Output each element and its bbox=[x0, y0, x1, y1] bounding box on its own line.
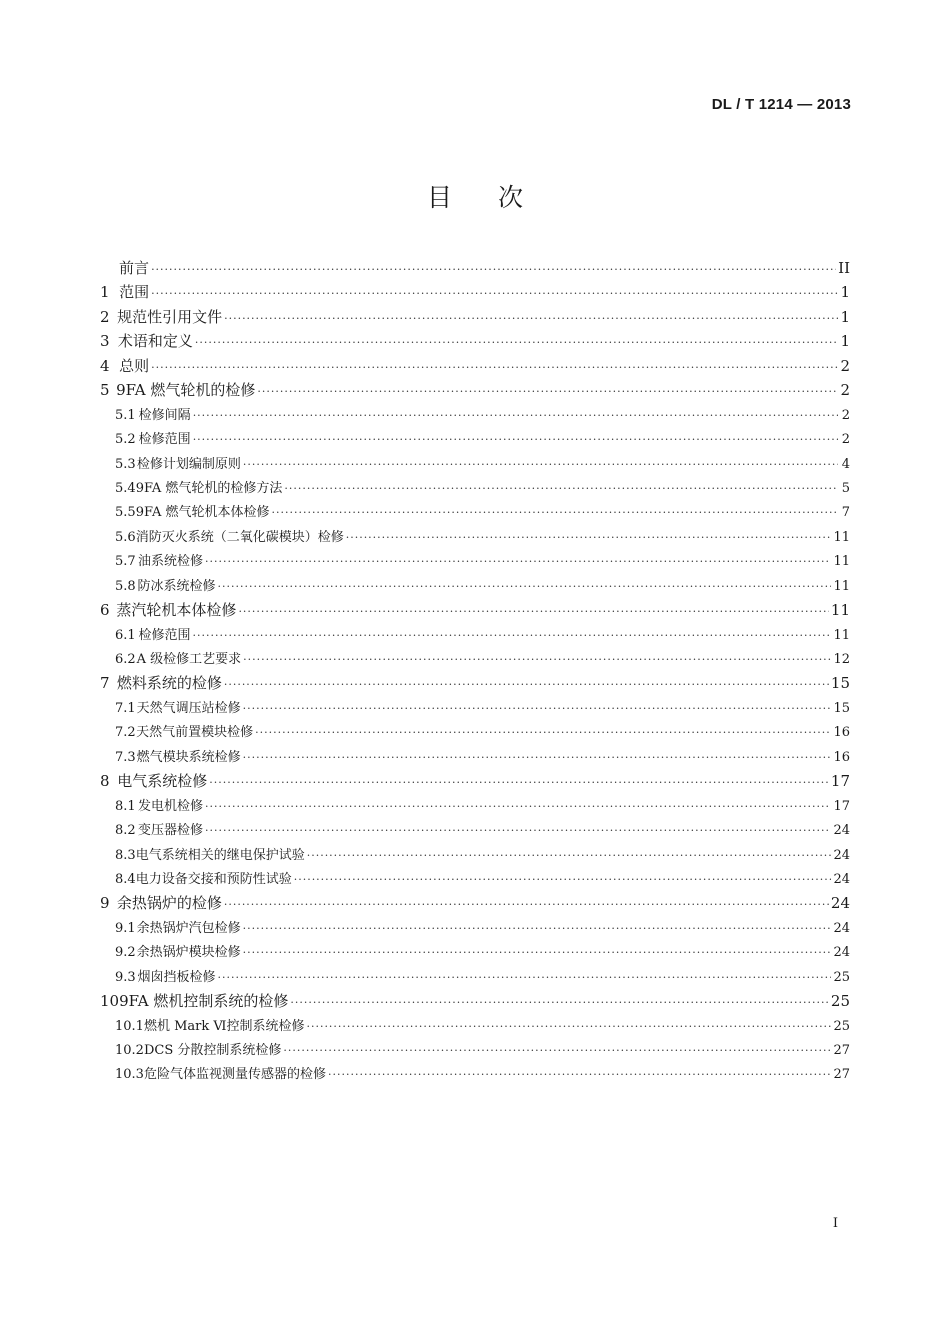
dot-leader bbox=[243, 946, 832, 959]
dot-leader bbox=[290, 996, 829, 1009]
dot-leader bbox=[255, 726, 831, 739]
dot-leader bbox=[192, 629, 831, 642]
dot-leader bbox=[218, 971, 832, 984]
toc-entry[interactable] bbox=[100, 844, 850, 868]
toc-entry-label: 危险气体监视测量传感器的检修 bbox=[143, 1067, 326, 1083]
standard-code: DL / T 1214 — 2013 bbox=[711, 96, 851, 113]
dot-leader bbox=[193, 409, 838, 422]
toc-entry[interactable] bbox=[100, 795, 850, 819]
toc-entry-label: 油系统检修 bbox=[137, 554, 203, 570]
toc-entry-page: 24 bbox=[833, 945, 850, 961]
toc-entry[interactable] bbox=[100, 941, 850, 965]
toc-entry-page: 16 bbox=[833, 749, 850, 765]
dot-leader bbox=[271, 506, 838, 519]
toc-entry-number: 5.7 bbox=[115, 554, 136, 570]
toc-entry-label: 9FA 燃气轮机的检修 bbox=[116, 381, 256, 400]
toc-entry-page: 25 bbox=[833, 1018, 850, 1034]
toc-entry[interactable] bbox=[100, 330, 850, 354]
toc-entry[interactable] bbox=[100, 966, 850, 990]
table-of-contents bbox=[100, 257, 850, 1088]
toc-entry-page: 24 bbox=[833, 920, 850, 936]
toc-entry-label: 余热锅炉的检修 bbox=[116, 894, 222, 913]
toc-entry-number: 6.2 bbox=[115, 652, 136, 667]
toc-entry-page: 11 bbox=[833, 554, 850, 570]
toc-entry-number: 5.6 bbox=[115, 529, 136, 545]
toc-entry-number: 1 bbox=[100, 283, 110, 302]
toc-entry-number: 3 bbox=[100, 332, 110, 351]
dot-leader bbox=[224, 678, 829, 691]
toc-entry[interactable] bbox=[100, 721, 850, 745]
toc-entry-number: 10.2 bbox=[115, 1043, 144, 1058]
toc-entry-page: 16 bbox=[833, 725, 850, 741]
dot-leader bbox=[306, 1020, 831, 1033]
toc-entry-number: 7.2 bbox=[115, 725, 136, 741]
dot-leader bbox=[328, 1068, 831, 1081]
dot-leader bbox=[151, 263, 836, 276]
toc-entry[interactable] bbox=[100, 990, 850, 1014]
toc-entry-number: 8.3 bbox=[115, 847, 136, 863]
toc-entry-page: 17 bbox=[833, 798, 850, 814]
toc-entry-page: 15 bbox=[830, 674, 850, 693]
toc-entry-page: 25 bbox=[833, 969, 850, 985]
toc-entry-label: 防冰系统检修 bbox=[137, 578, 216, 594]
toc-entry-label: 检修间隔 bbox=[138, 407, 191, 423]
toc-entry[interactable] bbox=[100, 306, 850, 330]
toc-entry-page: 4 bbox=[841, 456, 850, 472]
dot-leader bbox=[238, 605, 828, 618]
toc-entry-number: 9.1 bbox=[115, 920, 136, 936]
toc-entry-label: 天然气调压站检修 bbox=[136, 700, 241, 716]
toc-entry-label: 电力设备交接和预防性试验 bbox=[135, 871, 292, 887]
toc-entry-page: 24 bbox=[833, 847, 850, 863]
toc-entry-page: 27 bbox=[833, 1067, 850, 1083]
toc-entry-page: 11 bbox=[833, 627, 850, 643]
toc-entry-label: 燃气模块系统检修 bbox=[136, 749, 241, 765]
toc-entry-number: 5.3 bbox=[115, 456, 136, 472]
toc-entry-number: 7.3 bbox=[115, 749, 136, 765]
toc-entry-number: 5.1 bbox=[115, 407, 136, 423]
toc-entry-page: 1 bbox=[840, 283, 850, 302]
toc-entry-label: 9FA 燃气轮机的检修方法 bbox=[135, 480, 283, 496]
dot-leader bbox=[283, 1044, 831, 1057]
toc-entry[interactable] bbox=[100, 746, 850, 770]
toc-entry-page: II bbox=[838, 259, 850, 277]
toc-entry-page: 12 bbox=[833, 652, 850, 667]
toc-entry-page: 24 bbox=[830, 894, 850, 913]
dot-leader bbox=[151, 361, 838, 374]
toc-entry-page: 7 bbox=[841, 505, 850, 521]
toc-entry[interactable] bbox=[100, 599, 850, 623]
dot-leader bbox=[294, 873, 832, 886]
toc-entry-page: 11 bbox=[830, 601, 850, 620]
toc-entry-number: 9.2 bbox=[115, 945, 136, 961]
toc-entry-page: 25 bbox=[830, 992, 850, 1011]
toc-entry[interactable] bbox=[100, 819, 850, 843]
toc-entry-number: 10 bbox=[100, 992, 120, 1011]
toc-entry-number: 6.1 bbox=[115, 627, 136, 643]
toc-entry[interactable] bbox=[100, 868, 850, 892]
toc-entry-number: 9 bbox=[100, 894, 110, 913]
page-title: 目次 bbox=[426, 183, 569, 212]
toc-entry-page: 11 bbox=[833, 529, 850, 545]
toc-entry[interactable] bbox=[100, 1063, 850, 1087]
toc-entry-label: 发电机检修 bbox=[137, 798, 203, 814]
toc-entry-number: 5.4 bbox=[115, 480, 136, 496]
toc-entry-number: 10.3 bbox=[115, 1067, 144, 1083]
dot-leader bbox=[209, 776, 829, 789]
toc-entry-label: 范围 bbox=[119, 283, 150, 302]
dot-leader bbox=[307, 849, 832, 862]
toc-entry-label: 余热锅炉模块检修 bbox=[136, 945, 241, 961]
toc-entry[interactable] bbox=[100, 1039, 850, 1063]
toc-entry-label: 消防灭火系统（二氧化碳模块）检修 bbox=[135, 529, 344, 545]
toc-entry-number: 4 bbox=[100, 356, 110, 375]
dot-leader bbox=[205, 555, 831, 568]
toc-entry-label: 燃机 Mark Ⅵ控制系统检修 bbox=[143, 1018, 305, 1034]
toc-entry-label: 检修范围 bbox=[138, 627, 191, 643]
toc-entry-number: 6 bbox=[100, 601, 110, 620]
toc-entry-label: 天然气前置模块检修 bbox=[136, 725, 254, 741]
toc-entry[interactable] bbox=[100, 281, 850, 305]
toc-entry-label: 规范性引用文件 bbox=[117, 307, 223, 326]
toc-entry[interactable] bbox=[100, 624, 850, 648]
dot-leader bbox=[195, 336, 838, 349]
toc-entry-number: 8 bbox=[100, 772, 110, 791]
toc-entry-number: 5.8 bbox=[115, 578, 136, 594]
toc-entry-label: 燃料系统的检修 bbox=[116, 674, 222, 693]
toc-entry-label: A 级检修工艺要求 bbox=[136, 652, 242, 667]
toc-entry-page: 17 bbox=[830, 772, 850, 791]
toc-entry-number: 5.5 bbox=[115, 505, 136, 521]
toc-entry[interactable] bbox=[100, 892, 850, 916]
toc-entry-label: 电气系统检修 bbox=[117, 772, 208, 791]
dot-leader bbox=[205, 824, 831, 837]
dot-leader bbox=[224, 898, 829, 911]
toc-entry-label: DCS 分散控制系统检修 bbox=[143, 1043, 282, 1058]
toc-entry[interactable] bbox=[100, 453, 850, 477]
dot-leader bbox=[284, 482, 838, 495]
toc-entry-number: 5.2 bbox=[115, 432, 136, 448]
toc-entry-label: 变压器检修 bbox=[137, 823, 203, 839]
toc-entry-number: 7 bbox=[100, 674, 110, 693]
toc-entry-number: 8.2 bbox=[115, 823, 136, 839]
dot-leader bbox=[218, 580, 832, 593]
toc-entry-label: 蒸汽轮机本体检修 bbox=[116, 601, 237, 620]
dot-leader bbox=[346, 531, 832, 544]
toc-entry-page: 1 bbox=[840, 332, 850, 351]
dot-leader bbox=[205, 800, 831, 813]
toc-entry[interactable] bbox=[100, 477, 850, 501]
toc-entry-label: 术语和定义 bbox=[117, 332, 193, 351]
toc-entry-page: 24 bbox=[833, 823, 850, 839]
toc-entry[interactable] bbox=[100, 379, 850, 403]
dot-leader bbox=[243, 751, 832, 764]
dot-leader bbox=[243, 922, 832, 935]
toc-entry[interactable] bbox=[100, 550, 850, 574]
toc-entry-label: 检修范围 bbox=[138, 432, 191, 448]
toc-entry-page: 5 bbox=[841, 480, 850, 496]
toc-entry[interactable] bbox=[100, 355, 850, 379]
toc-entry-label: 9FA 燃机控制系统的检修 bbox=[119, 992, 289, 1011]
toc-entry-page: 1 bbox=[840, 307, 850, 326]
toc-entry-label: 前言 bbox=[119, 259, 150, 277]
toc-entry[interactable] bbox=[100, 257, 850, 281]
dot-leader bbox=[151, 287, 838, 300]
toc-entry-label: 电气系统相关的继电保护试验 bbox=[135, 847, 305, 863]
toc-entry-page: 2 bbox=[840, 381, 850, 400]
dot-leader bbox=[224, 312, 838, 325]
dot-leader bbox=[243, 702, 832, 715]
toc-entry-label: 检修计划编制原则 bbox=[136, 456, 241, 472]
toc-entry-page: 24 bbox=[833, 871, 850, 887]
toc-entry-page: 2 bbox=[841, 407, 850, 423]
toc-entry[interactable] bbox=[100, 428, 850, 452]
toc-entry-page: 11 bbox=[833, 578, 850, 594]
page-number: I bbox=[832, 1216, 838, 1231]
toc-entry[interactable] bbox=[100, 501, 850, 525]
toc-entry-page: 2 bbox=[840, 356, 850, 375]
toc-entry-page: 15 bbox=[833, 700, 850, 716]
toc-entry[interactable] bbox=[100, 770, 850, 794]
toc-entry[interactable] bbox=[100, 917, 850, 941]
toc-entry[interactable] bbox=[100, 575, 850, 599]
toc-entry[interactable] bbox=[100, 648, 850, 672]
toc-entry-label: 9FA 燃气轮机本体检修 bbox=[135, 505, 270, 521]
toc-entry-number: 8.1 bbox=[115, 798, 136, 814]
toc-entry-page: 27 bbox=[833, 1043, 850, 1058]
toc-entry-label: 总则 bbox=[119, 356, 150, 375]
toc-entry[interactable] bbox=[100, 526, 850, 550]
toc-entry[interactable] bbox=[100, 697, 850, 721]
toc-entry-number: 7.1 bbox=[115, 700, 136, 716]
toc-entry-number: 2 bbox=[100, 307, 110, 326]
toc-entry[interactable] bbox=[100, 1015, 850, 1039]
toc-entry-label: 余热锅炉汽包检修 bbox=[136, 920, 241, 936]
dot-leader bbox=[243, 458, 838, 471]
toc-entry-label: 烟囱挡板检修 bbox=[137, 969, 216, 985]
toc-entry-number: 8.4 bbox=[115, 871, 136, 887]
dot-leader bbox=[193, 433, 838, 446]
dot-leader bbox=[257, 385, 838, 398]
dot-leader bbox=[243, 653, 831, 666]
toc-entry-page: 2 bbox=[841, 432, 850, 448]
toc-entry-number: 10.1 bbox=[115, 1018, 144, 1034]
toc-entry-number: 9.3 bbox=[115, 969, 136, 985]
toc-entry-number: 5 bbox=[100, 381, 110, 400]
toc-entry[interactable] bbox=[100, 672, 850, 696]
toc-entry[interactable] bbox=[100, 404, 850, 428]
